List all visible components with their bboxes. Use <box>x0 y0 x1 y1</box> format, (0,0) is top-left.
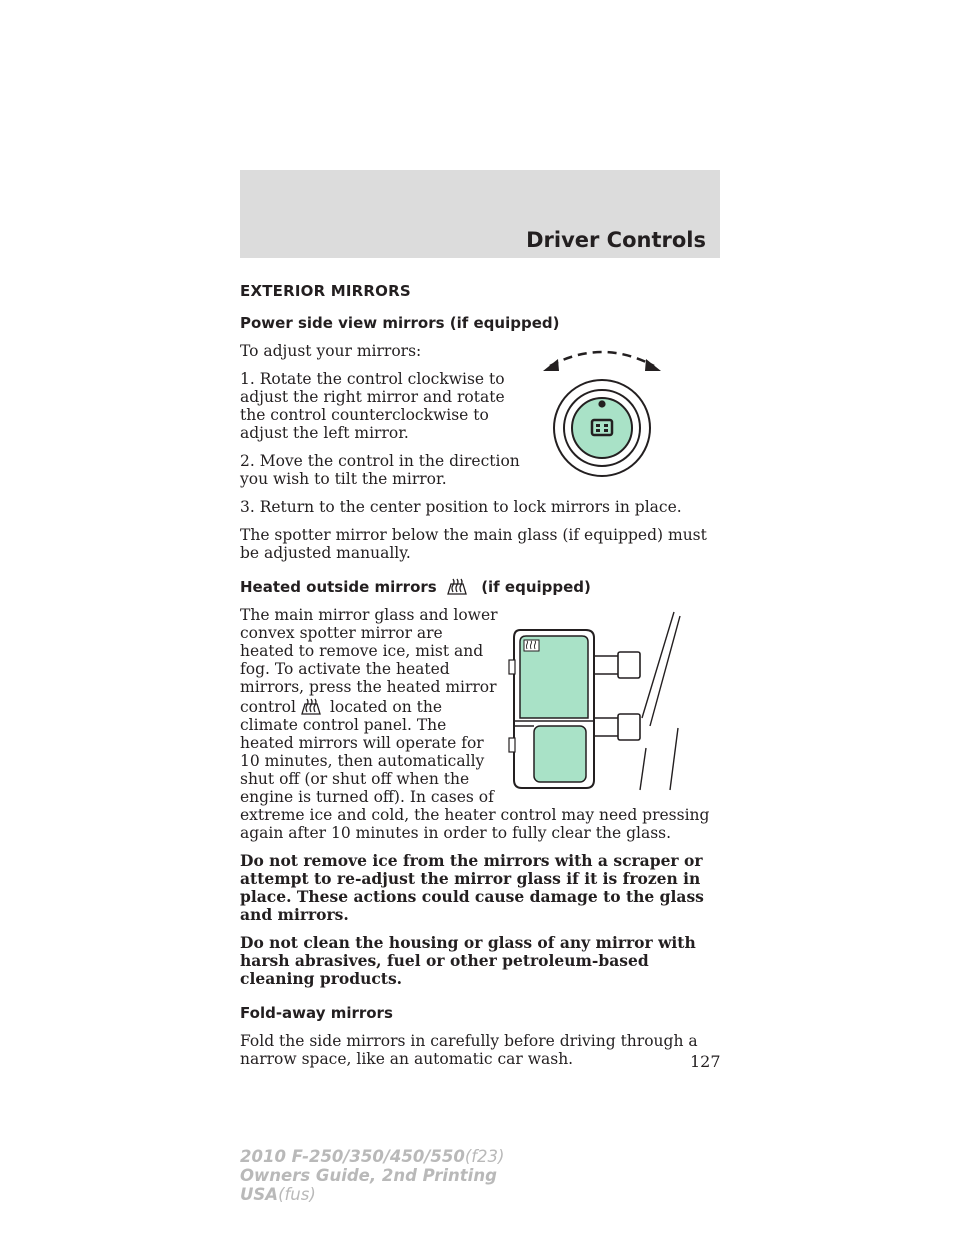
power-mirrors-heading: Power side view mirrors (if equipped) <box>240 314 560 332</box>
section-title: EXTERIOR MIRRORS <box>240 282 411 300</box>
heated-mirrors-body: The main mirror glass and lower convex spotter mirror are heated to remove ice, mist and fog. To activate the heated mirrors, press the heated mirror control located on the climate control panel. The heated mirrors will operate for 10 minutes, then automatically shut off (or shut off when the engine is turned off). In cases of extreme ice and cold, the heater control may need pressing again after 10 minutes in order to fully clear the glass. <box>240 606 710 842</box>
power-mirrors-step-3: 3. Return to the center position to lock mirrors in place. <box>240 498 682 516</box>
section-header-title: Driver Controls <box>526 228 706 252</box>
foldaway-heading: Fold-away mirrors <box>240 1004 393 1022</box>
page-number: 127 <box>690 1052 721 1071</box>
heated-mirror-defrost-icon <box>446 576 468 596</box>
power-mirrors-step-1: 1. Rotate the control clockwise to adjust the right mirror and rotate the control counterclockwise to adjust the left mirror. <box>240 370 505 442</box>
page-content <box>240 282 718 1078</box>
footer-region: USA <box>240 1185 279 1204</box>
warning-harsh-abrasives: Do not clean the housing or glass of any mirror with harsh abrasives, fuel or other petroleum-based cleaning products. <box>240 933 696 988</box>
footer-model: 2010 F-250/350/450/550 <box>240 1147 465 1166</box>
footer-edition: Owners Guide, 2nd Printing <box>240 1166 497 1185</box>
footer-region-code: (fus) <box>278 1185 316 1204</box>
heated-mirrors-heading: Heated outside mirrors (if equipped) <box>240 578 591 596</box>
spotter-mirror-note: The spotter mirror below the main glass (if equipped) must be adjusted manually. <box>240 526 707 562</box>
warning-ice-scraper: Do not remove ice from the mirrors with a scraper or attempt to re-adjust the mirror glass if it is frozen in place. These actions could cause damage to the glass and mirrors. <box>240 851 704 924</box>
document-footer <box>240 1147 505 1204</box>
foldaway-body: Fold the side mirrors in carefully before driving through a narrow space, like an automatic car wash. <box>240 1032 698 1068</box>
section-header-band <box>240 170 720 258</box>
power-mirrors-step-2: 2. Move the control in the direction you wish to tilt the mirror. <box>240 452 520 488</box>
footer-model-code: (f23) <box>464 1147 505 1166</box>
mirror-control-knob-icon <box>538 342 666 478</box>
power-mirrors-intro: To adjust your mirrors: <box>240 342 422 360</box>
heated-side-mirror-illustration <box>506 608 682 793</box>
heated-mirror-control-icon <box>300 696 322 716</box>
